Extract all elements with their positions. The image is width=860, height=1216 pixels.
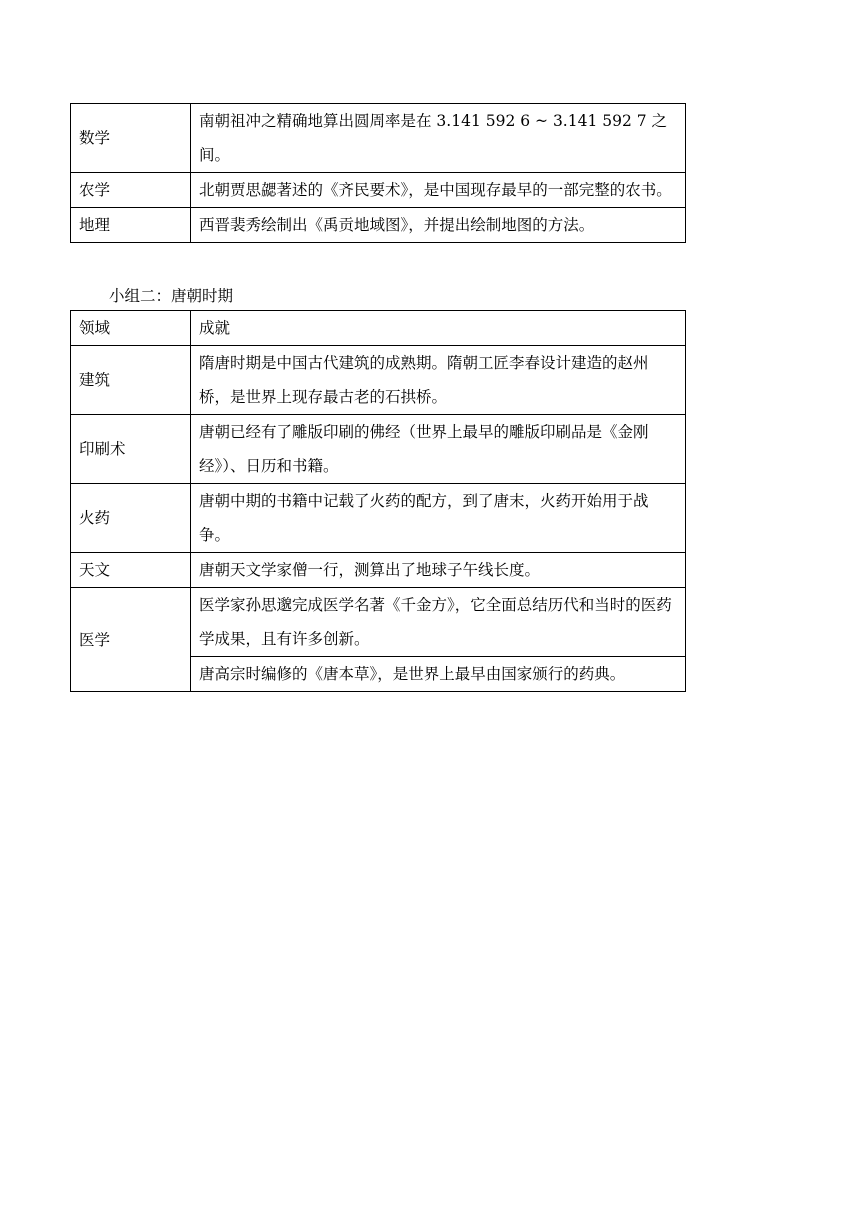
table-row xyxy=(71,588,686,657)
achievement-cell: 隋唐时期是中国古代建筑的成熟期。隋朝工匠李春设计建造的赵州桥，是世界上现存最古老的石拱桥。 xyxy=(191,346,686,415)
table-row xyxy=(71,553,686,588)
achievement-cell: 唐朝中期的书籍中记载了火药的配方，到了唐末，火药开始用于战争。 xyxy=(191,484,686,553)
achievement-cell: 唐朝天文学家僧一行，测算出了地球子午线长度。 xyxy=(191,553,686,588)
field-cell: 火药 xyxy=(71,484,191,553)
achievement-cell: 医学家孙思邈完成医学名著《千金方》，它全面总结历代和当时的医药学成果，且有许多创新。 xyxy=(191,588,686,657)
field-cell: 地理 xyxy=(71,208,191,243)
group-two-caption: 小组二：唐朝时期 xyxy=(109,287,234,305)
table-row xyxy=(71,208,686,243)
achievement-cell: 南朝祖冲之精确地算出圆周率是在 3.141 592 6 ~ 3.141 592 7 之间。 xyxy=(191,104,686,173)
table-row xyxy=(71,104,686,173)
table-row xyxy=(71,346,686,415)
achievements-table-1 xyxy=(70,103,686,243)
achievements-table-2 xyxy=(70,310,686,692)
table-row xyxy=(71,173,686,208)
achievement-cell: 唐朝已经有了雕版印刷的佛经（世界上最早的雕版印刷品是《金刚经》）、日历和书籍。 xyxy=(191,415,686,484)
field-cell: 建筑 xyxy=(71,346,191,415)
achievement-cell: 西晋裴秀绘制出《禹贡地域图》，并提出绘制地图的方法。 xyxy=(191,208,686,243)
table-row xyxy=(71,484,686,553)
field-cell: 印刷术 xyxy=(71,415,191,484)
field-cell: 数学 xyxy=(71,104,191,173)
table-row xyxy=(71,415,686,484)
header-achievement-cell: 成就 xyxy=(191,311,686,346)
field-cell: 天文 xyxy=(71,553,191,588)
field-cell: 医学 xyxy=(71,588,191,692)
field-cell: 农学 xyxy=(71,173,191,208)
achievement-cell: 唐高宗时编修的《唐本草》，是世界上最早由国家颁行的药典。 xyxy=(191,657,686,692)
table-header-row xyxy=(71,311,686,346)
achievement-cell: 北朝贾思勰著述的《齐民要术》，是中国现存最早的一部完整的农书。 xyxy=(191,173,686,208)
header-field-cell: 领域 xyxy=(71,311,191,346)
